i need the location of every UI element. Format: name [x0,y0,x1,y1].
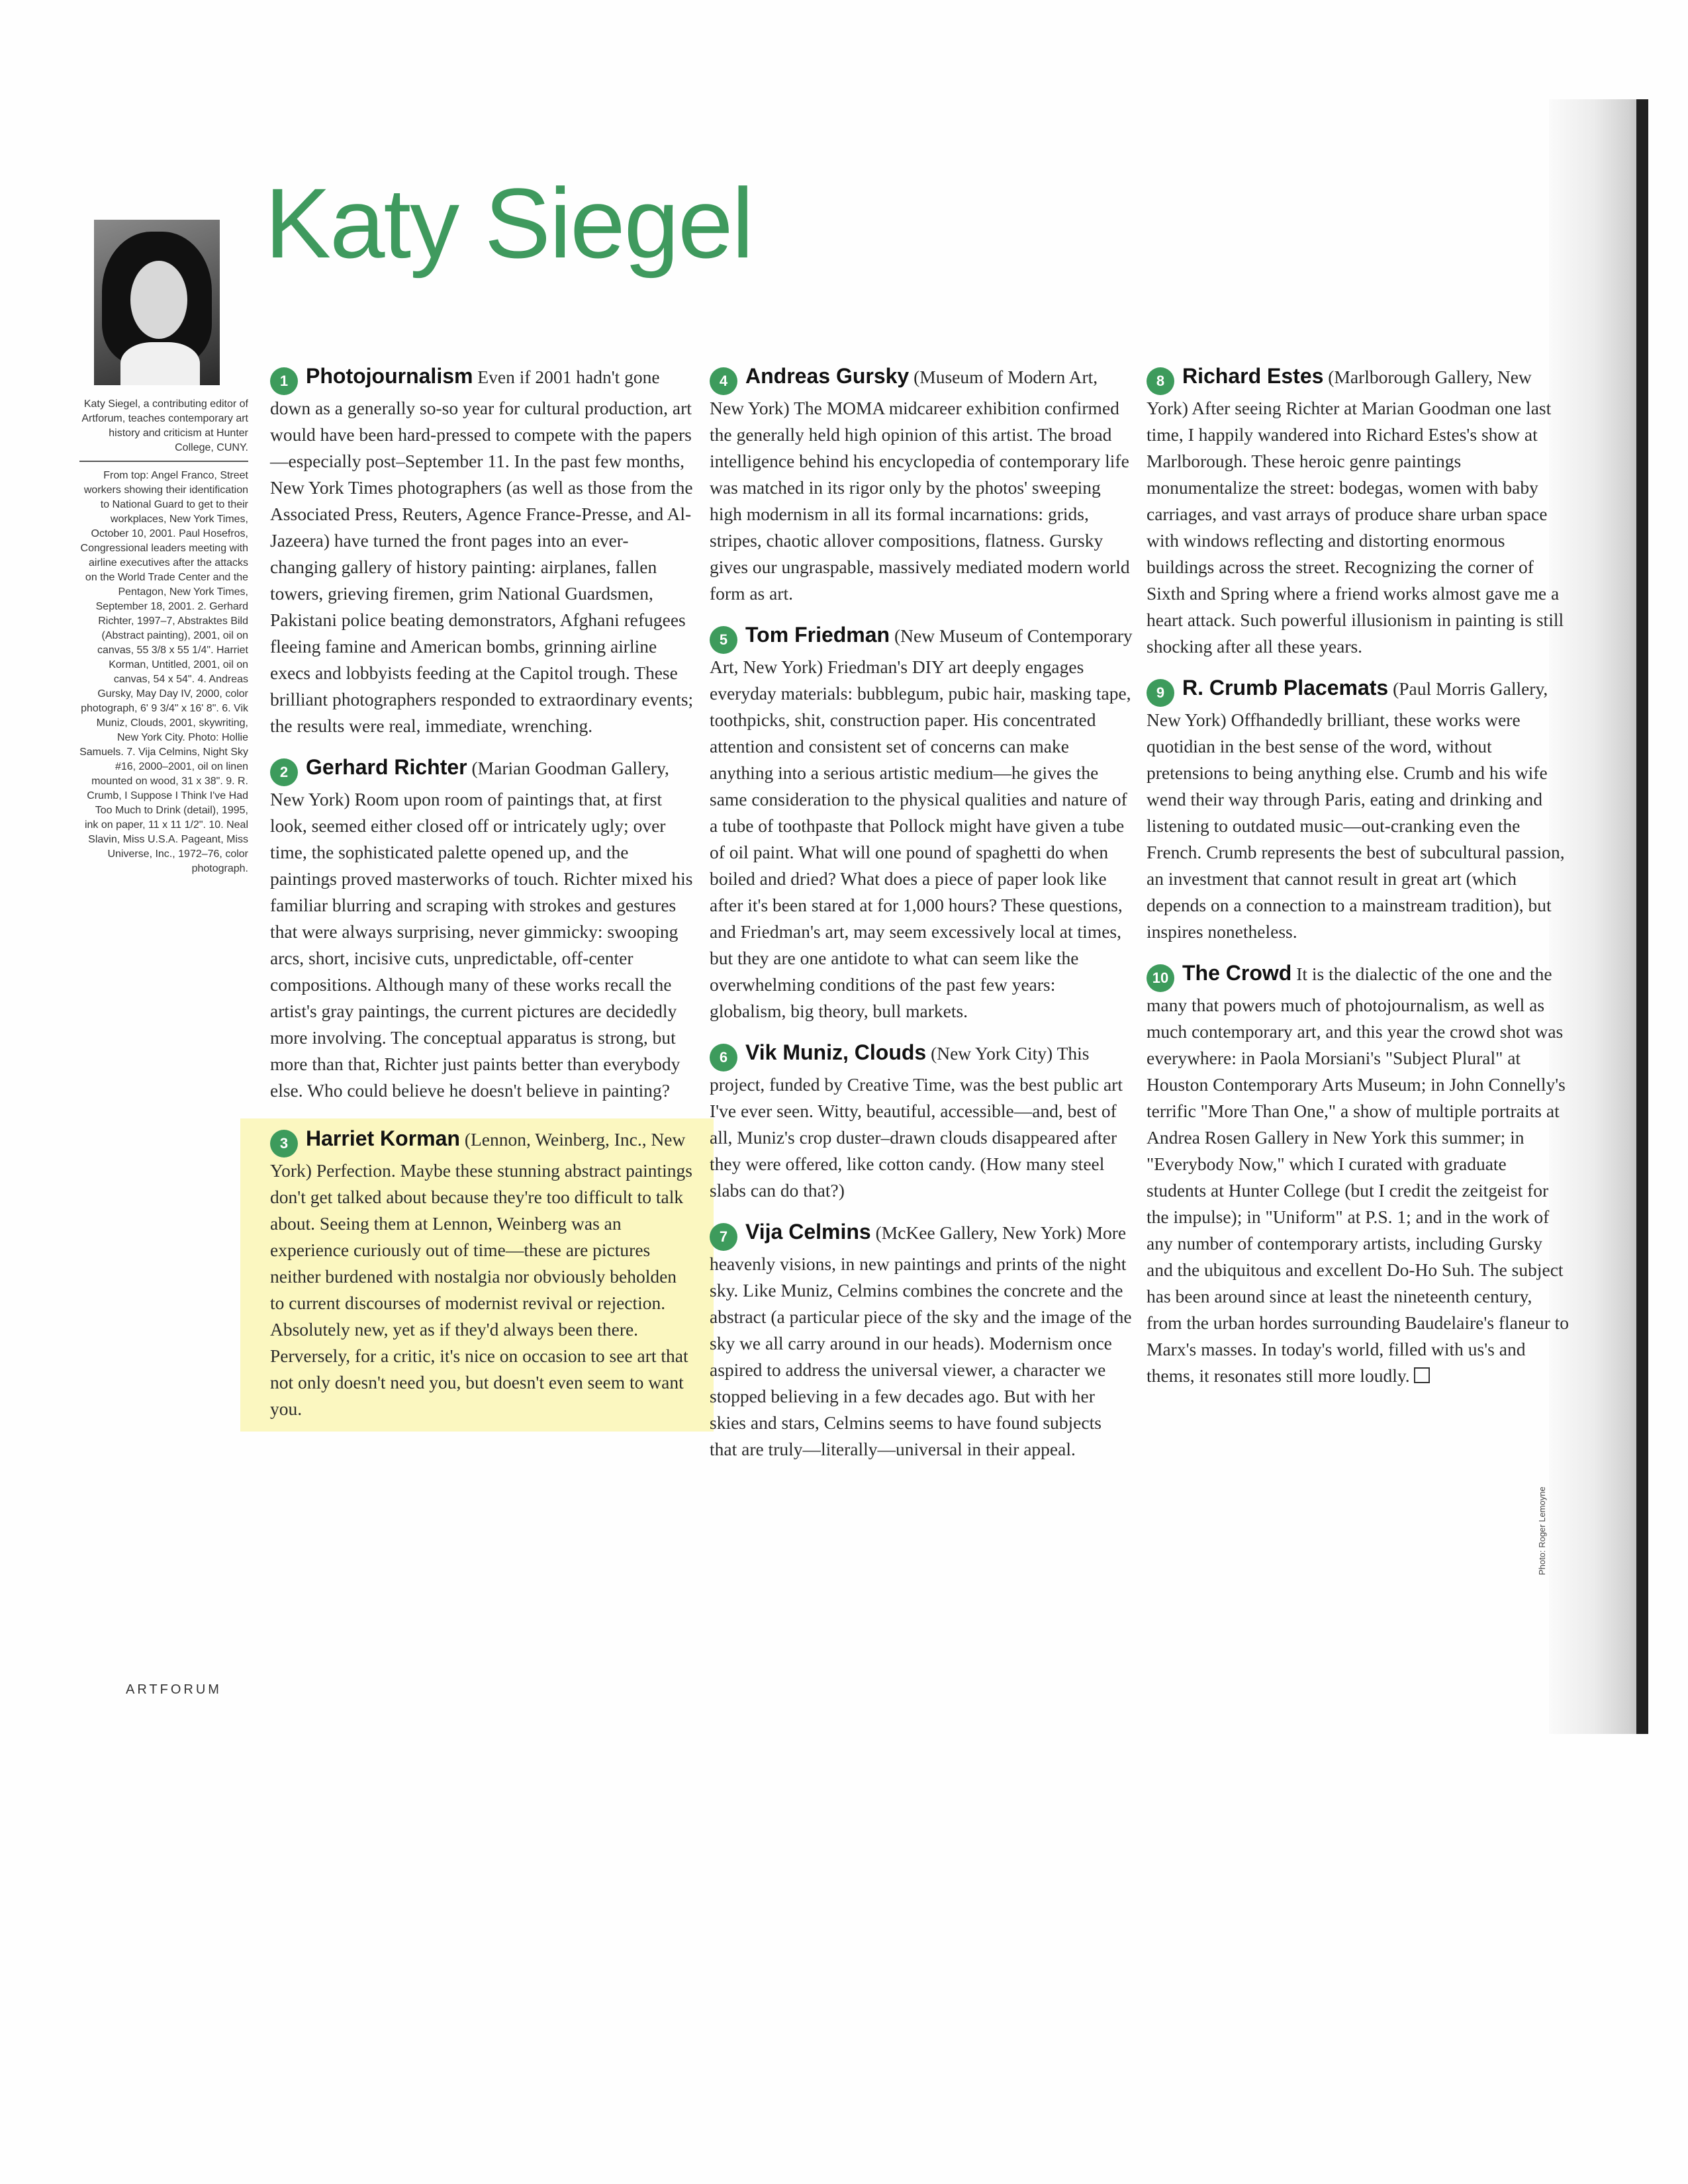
entry-number-badge: 4 [710,367,737,395]
entry-text: More heavenly visions, in new paintings and prints of the night sky. Like Muniz, Celmins combines the concrete and the abstract (a particular piece of the sky and the image of the sky we all carry around in our heads). Modernism once aspired to address the universal viewer, a character we stopped believing in a few decades ago. But with her skies and stars, Celmins seems to have found subjects that are truly—literally—universal in their appeal. [710,1222,1132,1459]
entry-3-highlighted [240,1118,714,1432]
entry-number-badge: 10 [1147,964,1174,992]
entry-text: It is the dialectic of the one and the many that powers much of photojournalism, as well as much contemporary art, and this year the crowd shot was everywhere: in Paola Morsiani's "Subject Plural" at Houston Contemporary Arts Museum; in John Connelly's terrific "More Than One," a show of multiple portraits at Andrea Rosen Gallery in New York this summer; in "Everybody Now," which I curated with graduate students at Hunter College (but I credit the zeitgeist for the impulse); in "Uniform" at P.S. 1; and in the work of any number of contemporary artists, including Gursky and the ubiquitous and excellent Do-Ho Suh. The subject has been around since at least the nineteenth century, from the urban hordes surrounding Baudelaire's flaneur to Marx's masses. In today's world, filled with us's and thems, it resonates still more loudly. [1147,964,1570,1386]
entry-title: Vik Muniz, Clouds [745,1040,927,1064]
entry-number-badge: 6 [710,1044,737,1071]
entry-text: This project, funded by Creative Time, was the best public art I've ever seen. Witty, beautiful, accessible—and, best of all, Muniz's crop duster–drawn clouds disappeared after they were offered, like cotton candy. (How many steel slabs can do that?) [710,1043,1123,1201]
entry-4 [710,363,1133,607]
entry-title: Tom Friedman [745,623,890,647]
entry-text: The MOMA midcareer exhibition confirmed the generally held high opinion of this artist. The broad intelligence behind his encyclopedia of contemporary life was matched in its rigor only by the photos' sweeping high modernism in all its formal incarnations: grids, stripes, chaotic allover compositions, flatness. Gursky gives our ungraspable, massively mediated modern world form as art. [710,398,1130,604]
entry-title: The Crowd [1182,961,1292,985]
entry-venue: (New York City) [931,1043,1053,1064]
entry-number-badge: 8 [1147,367,1174,395]
entry-2 [270,754,694,1104]
entry-number-badge: 1 [270,367,298,395]
author-portrait [94,220,220,385]
entry-1 [270,363,694,739]
entry-9 [1147,674,1570,945]
end-of-article-icon [1414,1367,1430,1383]
entry-text: Offhandedly brilliant, these works were quotidian in the best sense of the word, without pretensions to being anything else. Crumb and his wife wend their way through Paris, eating and drinking and listening to outdated music—out-cranking even the French. Crumb represents the best of subcultural passion, an investment that cannot result in great art (which depends on a connection to a mainstream tradition), but inspires nonetheless. [1147,709,1565,942]
portrait-face [130,261,187,339]
entry-title: Photojournalism [306,364,473,388]
entry-title: Harriet Korman [306,1126,460,1150]
entry-number-badge: 7 [710,1223,737,1251]
entry-text: Perfection. Maybe these stunning abstract paintings don't get talked about because they're too difficult to talk about. Seeing them at Lennon, Weinberg was an experience curiously out of time—these are pictures neither burdened with nostalgia nor obviously beholden to current discourses of modernist revival or rejection. Absolutely new, yet as if they'd always been there. Perversely, for a critic, it's nice on occasion to see art that not only doesn't need you, but doesn't even seem to want you. [270,1160,693,1419]
entry-number-badge: 3 [270,1130,298,1158]
page-title: Katy Siegel [265,167,753,279]
photo-credit: Photo: Roger Lemoyne [1537,1486,1547,1575]
entry-venue: (Marlborough Gallery, New York) [1147,367,1532,418]
entry-text: Friedman's DIY art deeply engages everyday materials: bubblegum, pubic hair, masking tape, toothpicks, shit, construction paper. His concentrated attention and consistent set of concerns can make anything into a serious artistic medium—he gives the same consideration to the physical qualities and nature of a tube of toothpaste that Pollock might have given a tube of oil paint. What will one pound of spaghetti do when boiled and dried? What does a piece of paper look like after it's been stared at for 1,000 hours? These questions, and Friedman's art, may seem excessively local at times, but they are one antidote to what can seem like the overwhelming conditions of the past few years: globalism, big theory, bull markets. [710,657,1131,1021]
sidebar-divider [79,461,248,462]
entry-10 [1147,960,1570,1389]
entry-6 [710,1039,1133,1204]
entry-venue: (Lennon, Weinberg, Inc., New York) [270,1129,686,1181]
portrait-neck [120,342,200,385]
entry-title: Gerhard Richter [306,755,467,779]
entry-8 [1147,363,1570,660]
entry-7 [710,1218,1133,1463]
entry-5 [710,621,1133,1024]
entry-venue: (Marian Goodman Gallery, New York) [270,758,669,809]
entry-title: R. Crumb Placemats [1182,676,1389,700]
entry-text: Room upon room of paintings that, at first look, seemed either closed off or intricately ugly; over time, the sophisticated palette opened up, and the paintings proved masterworks of touch. Richter mixed his familiar blurring and scraping with strokes and gestures that were always surprising, never gimmicky: swooping arcs, short, incisive cuts, unpredictable, off-center compositions. Although many of these works recall the artist's gray paintings, the current pictures are decidedly more involving. The conceptual apparatus is strong, but more than that, Richter just paints better than everybody else. Who could believe he doesn't believe in painting? [270,789,693,1101]
sidebar [79,397,248,876]
image-credits: From top: Angel Franco, Street workers showing their identification to National Guard to get to their workplaces, New York Times, October 10, 2001. Paul Hosefros, Congressional leaders meeting with airline executives after the attacks on the World Trade Center and the Pentagon, New York Times, September 18, 2001. 2. Gerhard Richter, 1997–7, Abstraktes Bild (Abstract painting), 2001, oil on canvas, 55 3/8 x 55 1/4". Harriet Korman, Untitled, 2001, oil on canvas, 54 x 54". 4. Andreas Gursky, May Day IV, 2000, color photograph, 6' 9 3/4" x 16' 8". 6. Vik Muniz, Clouds, 2001, skywriting, New York City. Photo: Hollie Samuels. 7. Vija Celmins, Night Sky #16, 2000–2001, oil on linen mounted on wood, 31 x 38". 9. R. Crumb, I Suppose I Think I've Had Too Much to Drink (detail), 1995, ink on paper, 11 x 11 1/2". 10. Neal Slavin, Miss U.S.A. Pageant, Miss Universe, Inc., 1972–76, color photograph. [79,470,248,874]
entry-title: Andreas Gursky [745,364,910,388]
entry-venue: (McKee Gallery, New York) [875,1222,1082,1243]
column-3 [1147,363,1570,1404]
column-2 [710,363,1133,1477]
entry-number-badge: 9 [1147,679,1174,707]
entry-venue: (New Museum of Contemporary Art, New York) [710,625,1133,677]
author-bio: Katy Siegel, a contributing editor of Artforum, teaches contemporary art history and criticism at Hunter College, CUNY. [81,398,248,453]
entry-title: Richard Estes [1182,364,1324,388]
entry-text: Even if 2001 hadn't gone down as a generally so-so year for cultural production, art would have been hard-pressed to compete with the papers—especially post–September 11. In the past few months, New York Times photographers (as well as those from the Associated Press, Reuters, Agence France-Presse, and Al-Jazeera) have turned the front pages into an ever-changing gallery of history painting: airplanes, fallen towers, grieving firemen, grim National Guardsmen, Pakistani police beating demonstrators, Afghani refugees fleeing famine and American bombs, grinning airline execs and lobbyists feeding at the Capitol trough. These brilliant photographers responded to extraordinary events; the results were real, immediate, wrenching. [270,367,694,736]
entry-title: Vija Celmins [745,1220,871,1244]
entry-text: After seeing Richter at Marian Goodman one last time, I happily wandered into Richard Estes's show at Marlborough. These heroic genre paintings monumentalize the street: bodegas, women with baby carriages, and vast arrays of produce share urban space with windows reflecting and distorting enormous buildings across the street. Recognizing the corner of Sixth and Spring where a friend works almost gave me a heart attack. Such powerful illusionism in painting is still shocking after all these years. [1147,398,1564,657]
column-1 [270,363,694,1446]
entry-number-badge: 5 [710,626,737,654]
entry-number-badge: 2 [270,758,298,786]
entry-venue: (Museum of Modern Art, New York) [710,367,1098,418]
entry-venue: (Paul Morris Gallery, New York) [1147,678,1548,730]
magazine-footer: ARTFORUM [126,1682,222,1697]
